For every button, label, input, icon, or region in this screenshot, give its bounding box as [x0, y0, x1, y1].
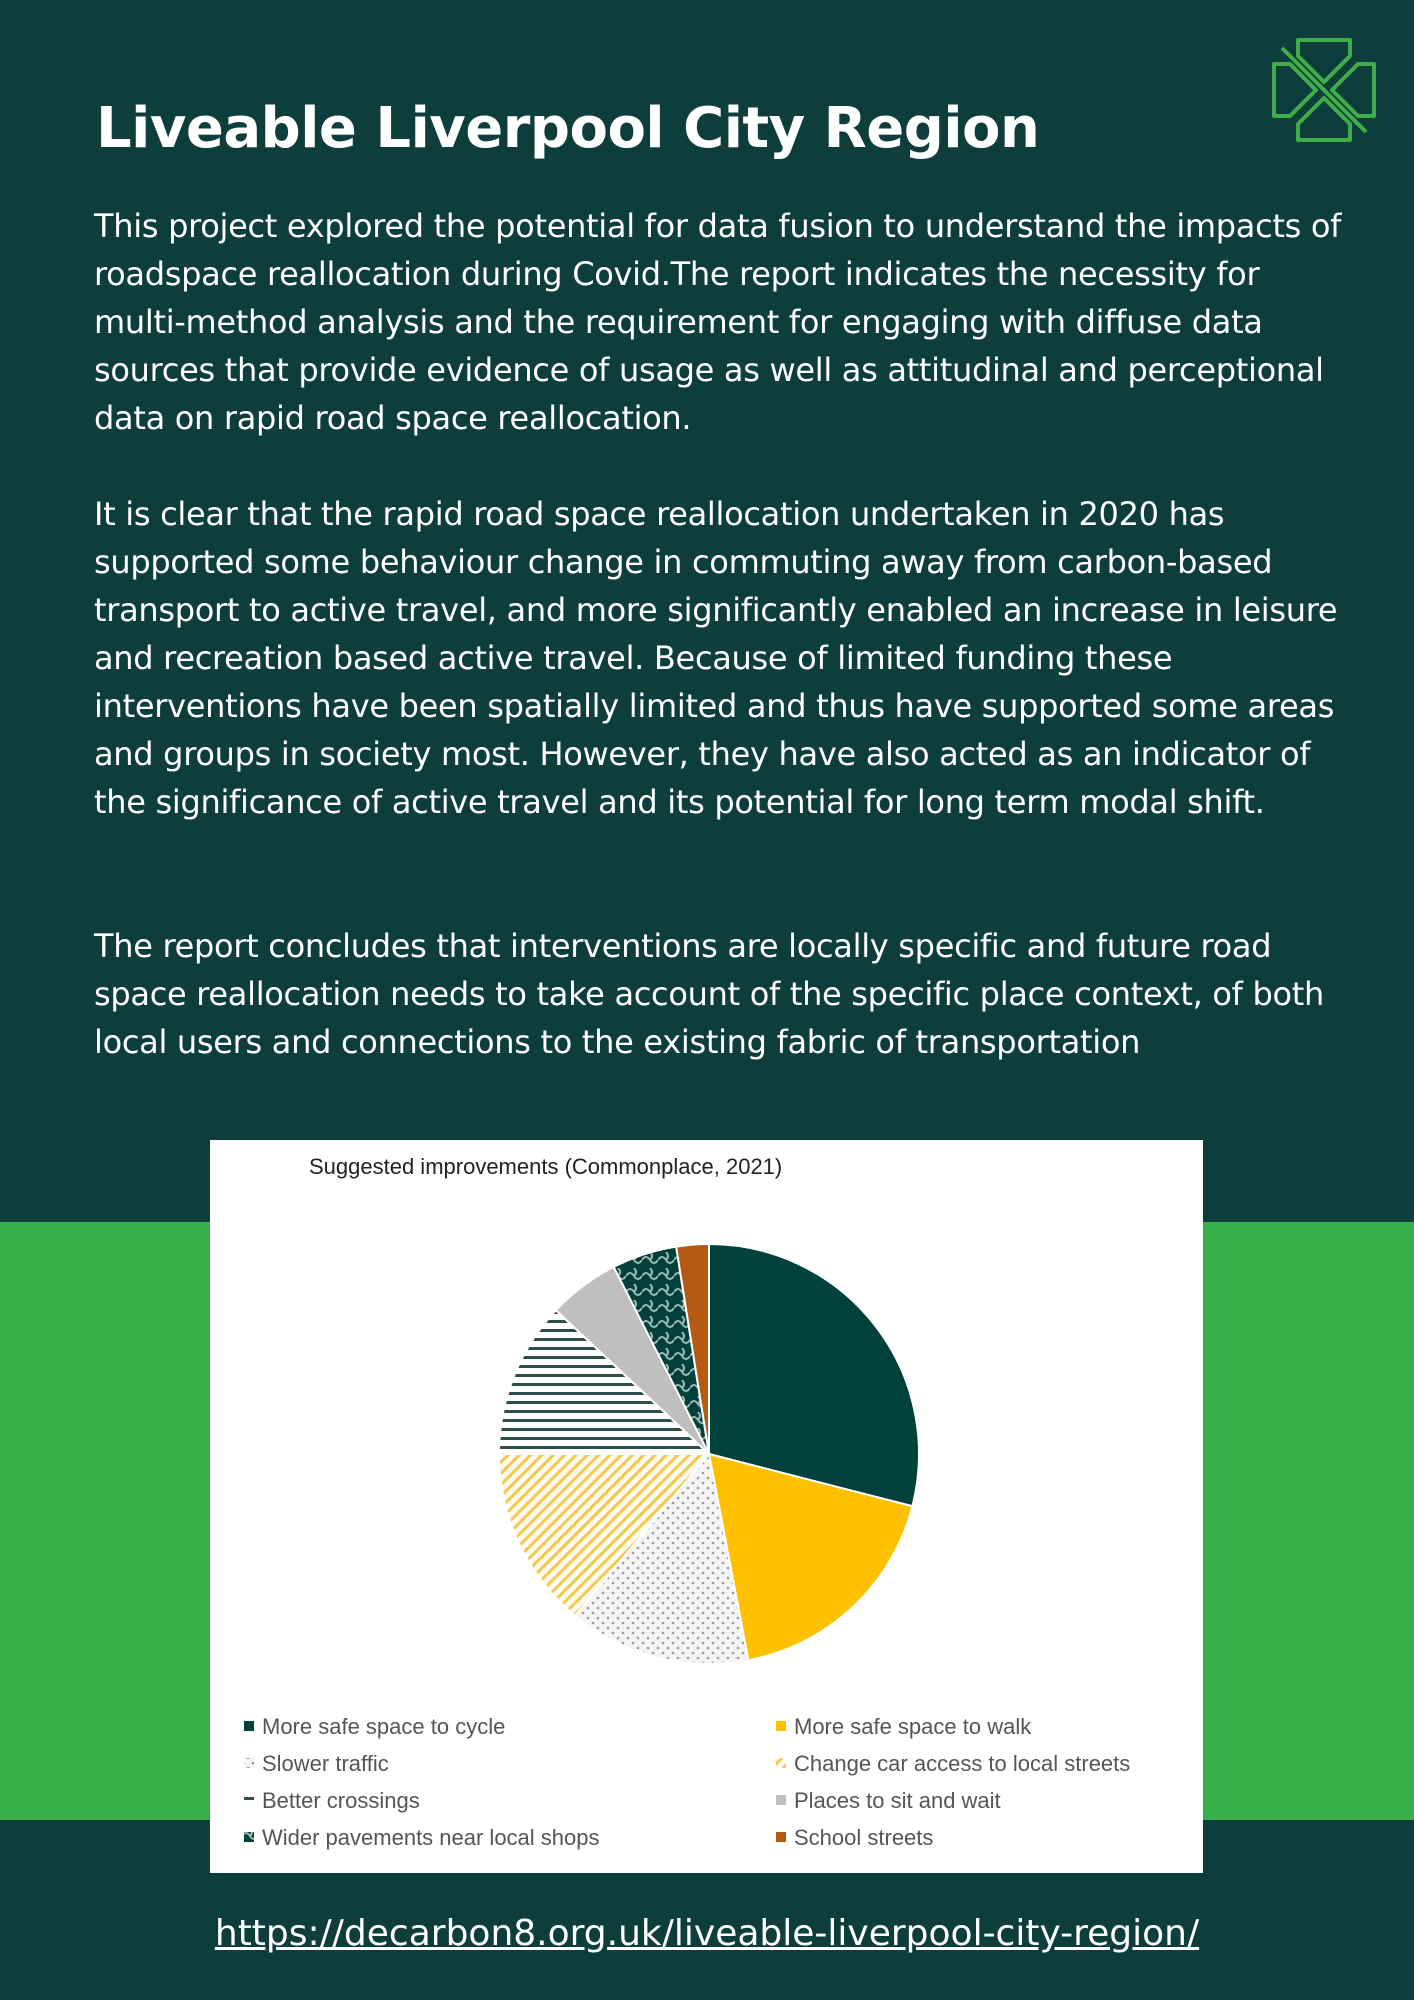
pie-chart: [210, 1140, 1203, 1873]
legend-label-more-safe-space-to-cycle: More safe space to cycle: [262, 1714, 506, 1739]
legend-swatch-change-car-access-to-local-streets: [776, 1758, 786, 1768]
legend-label-slower-traffic: Slower traffic: [262, 1751, 389, 1776]
chart-card: [210, 1140, 1203, 1873]
legend-label-wider-pavements-near-local-shops: Wider pavements near local shops: [262, 1825, 600, 1850]
conclusion-paragraph: The report concludes that interventions are locally specific and future road space reallocation needs to take account of the specific place context, of both local users and connections to the existing fabric of transportation: [94, 927, 1325, 1061]
legend-swatch-more-safe-space-to-cycle: [244, 1721, 254, 1731]
decarbon8-logo-icon: [1268, 34, 1380, 146]
legend-swatch-slower-traffic: [244, 1758, 254, 1768]
legend-label-better-crossings: Better crossings: [262, 1788, 420, 1813]
legend-label-places-to-sit-and-wait: Places to sit and wait: [794, 1788, 1001, 1813]
chart-title: Suggested improvements (Commonplace, 2021): [309, 1154, 783, 1179]
page-title: Liveable Liverpool City Region: [96, 96, 1040, 161]
legend-label-change-car-access-to-local-streets: Change car access to local streets: [794, 1751, 1131, 1776]
intro-paragraph: This project explored the potential for data fusion to understand the impacts of roadspace reallocation during Covid.The report indicates the necessity for multi-method analysis and the requirement for engaging with diffuse data sources that provide evidence of usage as well as attitudinal and perceptional data on rapid road space reallocation.: [94, 207, 1342, 437]
legend-label-school-streets: School streets: [794, 1825, 934, 1850]
project-url-link[interactable]: https://decarbon8.org.uk/liveable-liverpool-city-region/: [214, 1913, 1200, 1954]
legend-swatch-wider-pavements-near-local-shops: [244, 1832, 254, 1842]
legend-swatch-school-streets: [776, 1832, 786, 1842]
legend-swatch-better-crossings: [244, 1795, 254, 1805]
findings-paragraph: It is clear that the rapid road space reallocation undertaken in 2020 has supported some behaviour change in commuting away from carbon-based transport to active travel, and more significantly enabled an increase in leisure and recreation based active travel. Because of limited funding these interventions have been spatially limited and thus have supported some areas and groups in society most. However, they have also acted as an indicator of the significance of active travel and its potential for long term modal shift.: [94, 495, 1338, 821]
legend-swatch-places-to-sit-and-wait: [776, 1795, 786, 1805]
legend-label-more-safe-space-to-walk: More safe space to walk: [794, 1714, 1032, 1739]
legend-swatch-more-safe-space-to-walk: [776, 1721, 786, 1731]
